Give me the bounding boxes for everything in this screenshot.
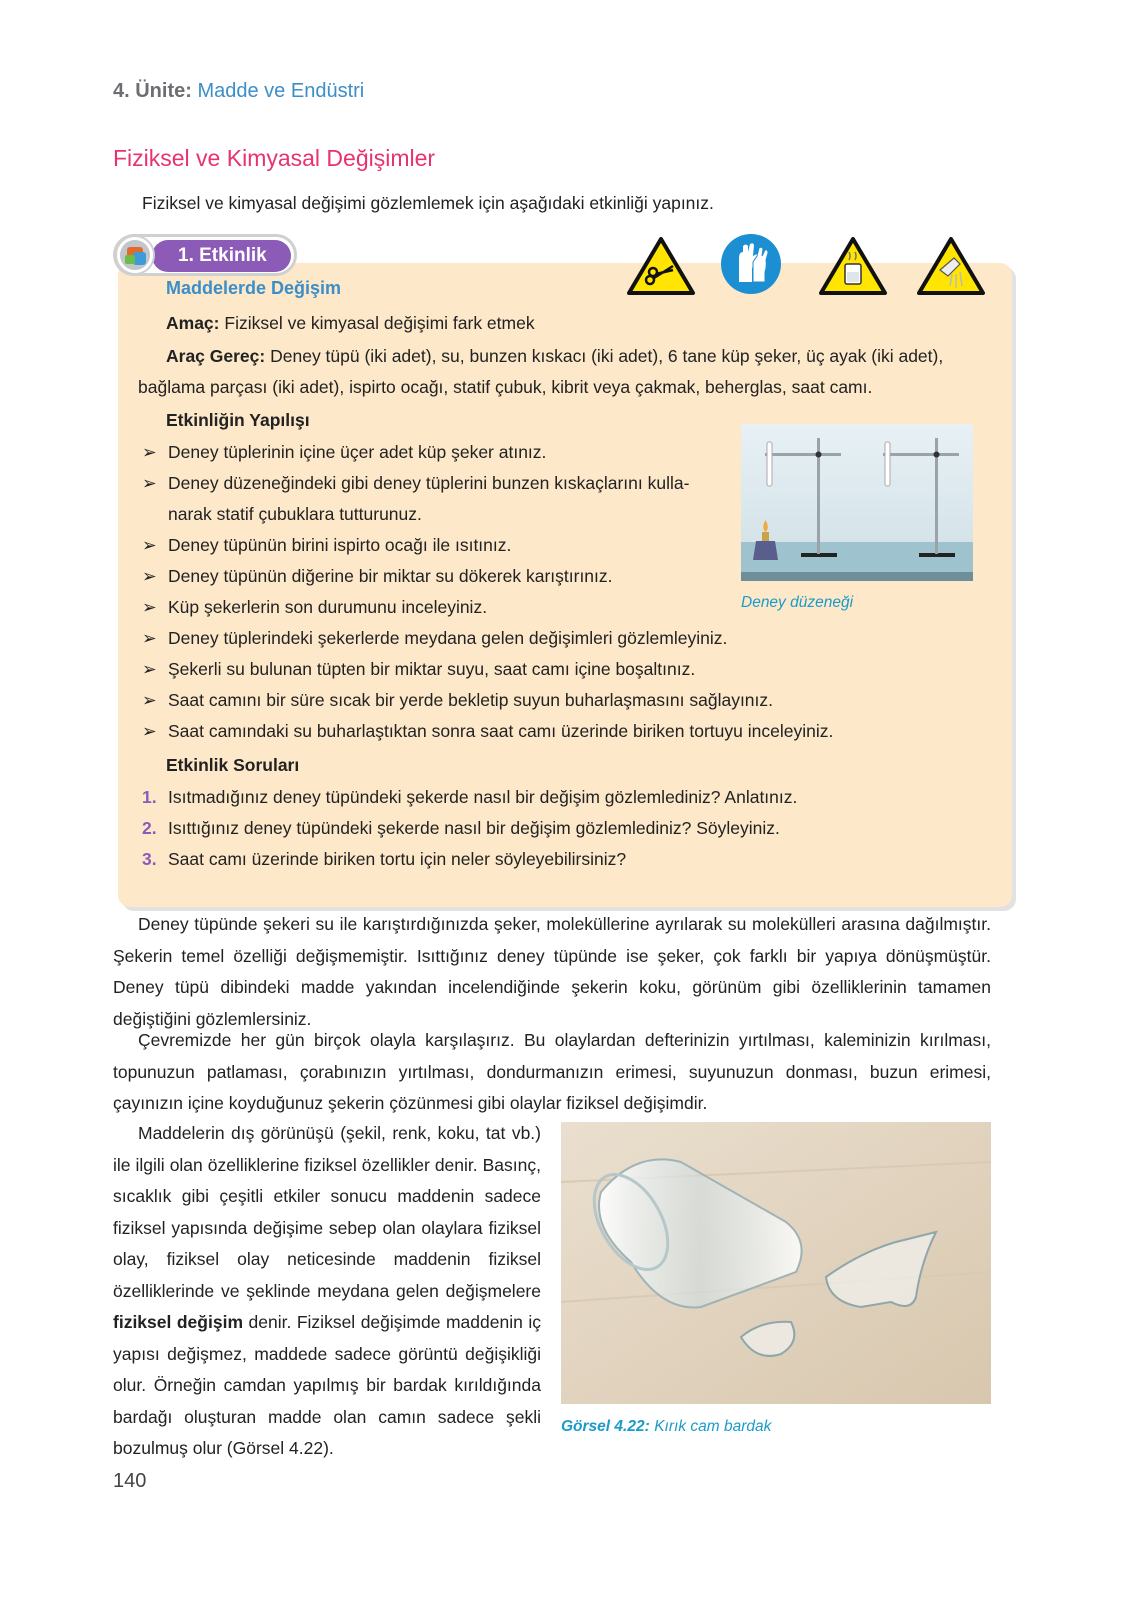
figure-caption — [561, 1418, 771, 1436]
activity-badge: 1. Etkinlik — [152, 240, 291, 272]
arrow-icon: ➢ — [142, 442, 157, 462]
aim-text: Fiziksel ve kimyasal değişimi fark etmek — [224, 313, 535, 333]
arrow-icon: ➢ — [142, 473, 157, 493]
broken-glass-photo — [561, 1122, 991, 1404]
gloves-icon — [719, 232, 783, 296]
arrow-icon: ➢ — [142, 721, 157, 741]
arrow-icon: ➢ — [142, 690, 157, 710]
activity-aim — [166, 307, 535, 339]
scissors-warning-icon — [626, 236, 696, 296]
aim-label: Amaç: — [166, 313, 220, 333]
hot-glass-warning-icon — [818, 236, 888, 296]
paragraph-2: Çevremizde her gün birçok olayla karşılaşırız. Bu olaylardan defterinizin yırtılması, kaleminizin kırılması, topunuzun patlaması, çorabınızın yırtılması, dondurmanızın erimesi, suyunuzun donması, buzun erimesi, çayınızın içine koyduğunuz şekerin çözünmesi gibi olaylar fiziksel değişimdir. — [113, 1030, 991, 1113]
materials-label: Araç Gereç: — [166, 346, 266, 366]
key-term: fiziksel değişim — [113, 1312, 244, 1332]
question-number: 2. — [142, 818, 157, 838]
section-intro: Fiziksel ve kimyasal değişimi gözlemlemek için aşağıdaki etkinliği yapınız. — [142, 193, 714, 213]
unit-label: 4. Ünite: — [113, 80, 192, 102]
arrow-icon: ➢ — [142, 597, 157, 617]
unit-name: Madde ve Endüstri — [197, 80, 365, 102]
materials-line-1 — [166, 340, 943, 372]
materials-line-2: bağlama parçası (iki adet), ispirto ocağı, statif çubuk, kibrit veya çakmak, beherglas, saat camı. — [138, 377, 873, 397]
figure-caption-text: Kırık cam bardak — [654, 1418, 772, 1435]
experiment-setup-image — [741, 424, 973, 581]
arrow-icon: ➢ — [142, 535, 157, 555]
setup-caption: Deney düzeneği — [741, 594, 854, 611]
arrow-icon: ➢ — [142, 659, 157, 679]
procedure-title: Etkinliğin Yapılışı — [166, 410, 310, 430]
paragraph-1: Deney tüpünde şekeri su ile karıştırdığınızda şeker, moleküllerine ayrılarak su molekülleri arasına dağılmıştır. Şekerin temel özelliği değişmemiştir. Isıttığınız deney tüpünde ise şeker, çok farklı bir yapıya dönüşmüştür. Deney tüpü dibindeki madde yakından incelendiğinde şekerin koku, görünüm gibi özelliklerinin tamamen değiştiğini gözlemlersiniz. — [113, 914, 991, 1029]
arrow-icon: ➢ — [142, 628, 157, 648]
paragraph-3: Maddelerin dış görünüşü (şekil, renk, koku, tat vb.) ile ilgili olan özelliklerine fiziksel özellikler denir. Basınç, sıcaklık gibi çeşitli etkiler sonucu maddenin sadece fiziksel yapısında değişime sebep olan olaylara fiziksel olay, fiziksel olay neticesinde maddenin fiziksel özelliklerinde ve şeklinde meydana gelen değişmelere fiziksel değişim denir. Fiziksel değişimde maddenin iç yapısı değişmez, maddede sadece görüntü değişikliği olur. Örneğin camdan yapılmış bir bardak kırıldığında bardağı oluşturan madde olan camın sadece şekli bozulmuş olur (Görsel 4.22). — [113, 1123, 541, 1458]
materials-text-1: Deney tüpü (iki adet), su, bunzen kıskacı (iki adet), 6 tane küp şeker, üç ayak (iki adet), — [270, 346, 944, 366]
figure-label: Görsel 4.22: — [561, 1418, 650, 1435]
section-title: Fiziksel ve Kimyasal Değişimler — [113, 145, 436, 171]
flame-warning-icon — [916, 236, 986, 296]
question-number: 3. — [142, 849, 157, 869]
activity-badge-icon — [117, 237, 153, 273]
page-number: 140 — [113, 1470, 147, 1492]
question-number: 1. — [142, 787, 157, 807]
unit-header — [113, 80, 364, 103]
questions-title: Etkinlik Soruları — [166, 755, 300, 775]
activity-title: Maddelerde Değişim — [166, 278, 342, 298]
arrow-icon: ➢ — [142, 566, 157, 586]
